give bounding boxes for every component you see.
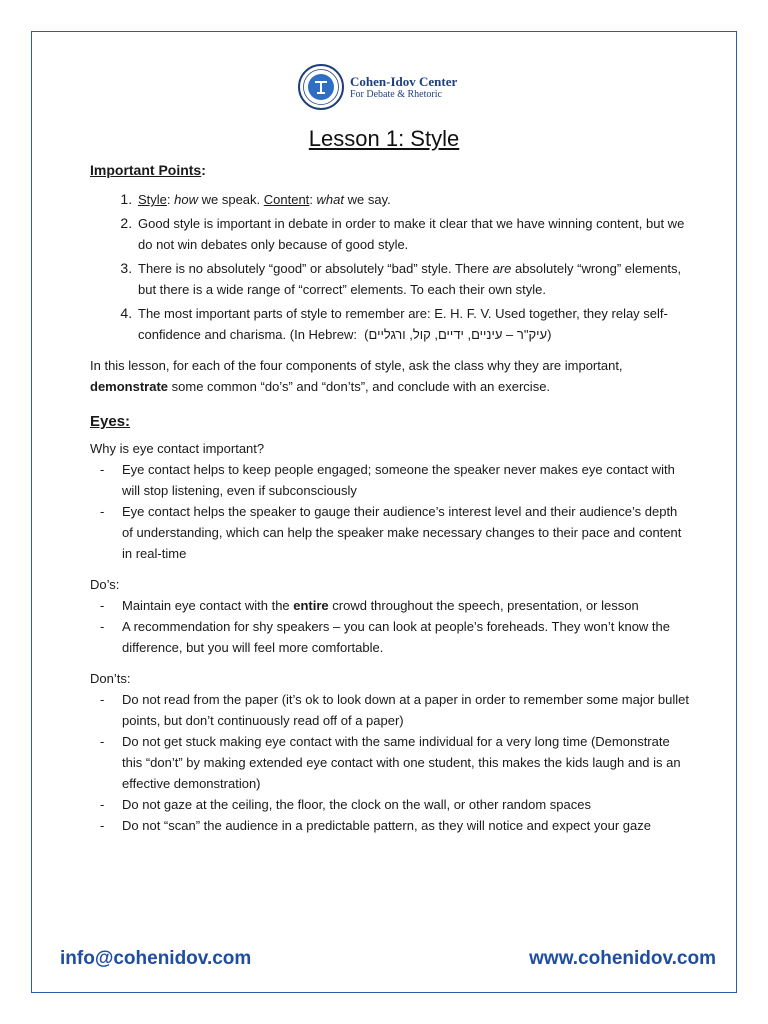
eyes-heading: Eyes:	[90, 413, 131, 430]
logo-name: Cohen-Idov Center	[350, 73, 458, 89]
list-item: - Eye contact helps the speaker to gauge their audience’s interest level and their audience’s depth of understanding, which can help the speaker make necessary changes to their pace and content in real-time	[100, 504, 682, 561]
donts-label: Don’ts:	[90, 671, 131, 686]
list-item: 1. Style: how we speak. Content: what we say.	[136, 189, 690, 210]
why-list	[90, 459, 690, 564]
list-item: - A recommendation for shy speakers – you can look at people’s foreheads. They won’t know the difference, but you will feel more comfortable.	[100, 619, 671, 655]
email-link[interactable]: info@cohenidov.com	[60, 948, 252, 969]
list-item: - Do not “scan” the audience in a predictable pattern, as they will notice and expect your gaze	[100, 818, 651, 833]
important-points-heading: Important Points:	[90, 162, 206, 178]
logo-subtitle: For Debate & Rhetoric	[350, 88, 442, 100]
list-item: - Do not gaze at the ceiling, the floor, the clock on the wall, or other random spaces	[100, 797, 591, 812]
website-link[interactable]: www.cohenidov.com	[529, 948, 716, 969]
list-item: - Do not get stuck making eye contact with the same individual for a very long time (Demonstrate this “don’t” by making extended eye contact with one student, this makes the kids laugh and is an effective demonstration)	[100, 734, 681, 791]
list-item: - Maintain eye contact with the entire crowd throughout the speech, presentation, or lesson	[100, 598, 639, 613]
list-item: 3. There is no absolutely “good” or absolutely “bad” style. There are absolutely “wrong” elements, but there is a wide range of “correct” elements. To each their own style.	[136, 258, 690, 300]
list-item: - Eye contact helps to keep people engaged; someone the speaker never makes eye contact with will stop listening, even if subconsciously	[100, 462, 675, 498]
page-title: Lesson 1: Style	[308, 126, 460, 151]
document-body	[90, 160, 690, 836]
lesson-intro: In this lesson, for each of the four components of style, ask the class why they are important, demonstrate some common “do’s” and “don’ts”, and conclude with an exercise.	[90, 358, 623, 394]
logo	[298, 56, 478, 118]
eyes-question: Why is eye contact important?	[90, 441, 265, 456]
seal-icon	[298, 64, 344, 110]
list-item: 4. The most important parts of style to remember are: E. H. F. V. Used together, they relay self-confidence and charisma. (In Hebrew: (עיק"ר – עיניים, ידיים, קול, ורגליים)	[136, 303, 690, 345]
list-item: - Do not read from the paper (it’s ok to look down at a paper in order to remember some major bullet points, but don’t continuously read off of a paper)	[100, 692, 689, 728]
donts-list	[90, 689, 690, 836]
important-points-list	[90, 189, 690, 345]
dos-label: Do’s:	[90, 577, 120, 592]
dos-list	[90, 595, 690, 658]
list-item: 2. Good style is important in debate in order to make it clear that we have winning content, but we do not win debates only because of good style.	[136, 213, 690, 255]
